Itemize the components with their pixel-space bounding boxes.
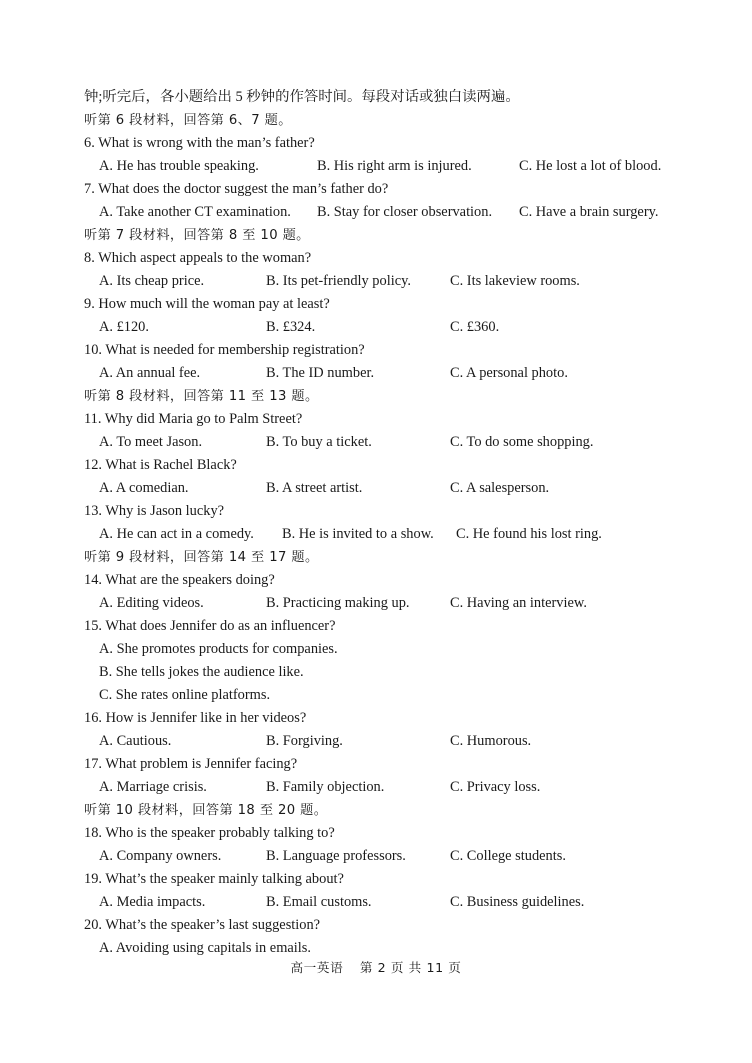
answer-option: B. To buy a ticket.: [266, 434, 372, 450]
question-stem: 15. What does Jennifer do as an influencer?: [84, 618, 336, 634]
question-stem: 19. What’s the speaker mainly talking about?: [84, 871, 344, 887]
answer-option: B. £324.: [266, 319, 316, 335]
question-stem: 12. What is Rachel Black?: [84, 457, 237, 473]
footer-page-number: 第 2 页 共 11 页: [359, 960, 462, 975]
answer-option: A. Company owners.: [99, 848, 222, 864]
section-heading: 听第 9 段材料，回答第 14 至 17 题。: [84, 550, 319, 565]
answer-option: C. £360.: [450, 319, 500, 335]
instruction-line: 钟;听完后，各小题给出 5 秒钟的作答时间。每段对话或独白读两遍。: [84, 89, 520, 105]
answer-options-row: [84, 431, 684, 454]
question-stem: 6. What is wrong with the man’s father?: [84, 135, 315, 151]
answer-option: C. Privacy loss.: [450, 779, 541, 795]
answer-option: B. His right arm is injured.: [317, 158, 472, 174]
answer-option: C. Humorous.: [450, 733, 532, 749]
answer-option: B. Language professors.: [266, 848, 406, 864]
question-stem: 7. What does the doctor suggest the man’s father do?: [84, 181, 389, 197]
section-heading-6: 听第 6 段材料，回答第 6、7 题。: [84, 113, 292, 128]
answer-options-row: [84, 201, 684, 224]
answer-option: A. An annual fee.: [99, 365, 201, 381]
answer-option: A. Media impacts.: [99, 894, 206, 910]
answer-option: C. Business guidelines.: [450, 894, 585, 910]
section-heading: 听第 8 段材料，回答第 11 至 13 题。: [84, 389, 319, 404]
answer-option: C. A personal photo.: [450, 365, 568, 381]
question-stem: 11. Why did Maria go to Palm Street?: [84, 411, 303, 427]
answer-option: B. Stay for closer observation.: [317, 204, 493, 220]
answer-option: C. Its lakeview rooms.: [450, 273, 580, 289]
answer-option: A. Take another CT examination.: [99, 204, 291, 220]
section-heading: 听第 10 段材料，回答第 18 至 20 题。: [84, 803, 328, 818]
answer-options-row: [84, 523, 684, 546]
question-stem: 13. Why is Jason lucky?: [84, 503, 225, 519]
question-stem: 16. How is Jennifer like in her videos?: [84, 710, 307, 726]
answer-option: A. She promotes products for companies.: [99, 641, 338, 657]
answer-options-row: [84, 477, 684, 500]
answer-option: A. Avoiding using capitals in emails.: [99, 940, 311, 956]
answer-option: B. The ID number.: [266, 365, 375, 381]
answer-options-row: [84, 845, 684, 868]
question-stem: 14. What are the speakers doing?: [84, 572, 275, 588]
answer-options-row: [84, 155, 684, 178]
question-stem: 17. What problem is Jennifer facing?: [84, 756, 298, 772]
answer-option: B. Email customs.: [266, 894, 372, 910]
exam-page-body: [84, 86, 684, 960]
question-stem: 10. What is needed for membership registration?: [84, 342, 365, 358]
answer-option: C. Having an interview.: [450, 595, 587, 611]
question-stem: 8. Which aspect appeals to the woman?: [84, 250, 312, 266]
question-stem: 18. Who is the speaker probably talking to?: [84, 825, 335, 841]
page-footer: [0, 957, 752, 976]
answer-option: C. To do some shopping.: [450, 434, 594, 450]
answer-option: A. A comedian.: [99, 480, 189, 496]
question-stem: 9. How much will the woman pay at least?: [84, 296, 330, 312]
answer-option: A. He can act in a comedy.: [99, 526, 254, 542]
answer-option: C. He lost a lot of blood.: [519, 158, 662, 174]
answer-option: B. She tells jokes the audience like.: [99, 664, 304, 680]
answer-option: A. Cautious.: [99, 733, 172, 749]
answer-options-row: [84, 592, 684, 615]
answer-option: A. Editing videos.: [99, 595, 204, 611]
answer-option: C. College students.: [450, 848, 566, 864]
answer-option: A. Marriage crisis.: [99, 779, 207, 795]
answer-option: A. To meet Jason.: [99, 434, 203, 450]
answer-options-row: [84, 891, 684, 914]
answer-option: C. Have a brain surgery.: [519, 204, 659, 220]
answer-option: A. He has trouble speaking.: [99, 158, 259, 174]
answer-option: C. She rates online platforms.: [99, 687, 271, 703]
footer-subject: 高一英语: [290, 960, 344, 975]
section-heading: 听第 7 段材料，回答第 8 至 10 题。: [84, 228, 310, 243]
answer-option: A. Its cheap price.: [99, 273, 205, 289]
answer-option: B. He is invited to a show.: [282, 526, 434, 542]
answer-option: B. Family objection.: [266, 779, 385, 795]
answer-options-row: [84, 362, 684, 385]
answer-option: C. He found his lost ring.: [456, 526, 602, 542]
answer-options-row: [84, 730, 684, 753]
answer-option: B. Forgiving.: [266, 733, 343, 749]
question-stem: 20. What’s the speaker’s last suggestion?: [84, 917, 321, 933]
answer-options-row: [84, 776, 684, 799]
answer-options-row: [84, 316, 684, 339]
answer-option: C. A salesperson.: [450, 480, 550, 496]
answer-option: B. Practicing making up.: [266, 595, 410, 611]
question-list: [84, 132, 684, 960]
answer-option: B. A street artist.: [266, 480, 363, 496]
answer-option: B. Its pet-friendly policy.: [266, 273, 411, 289]
answer-option: A. £120.: [99, 319, 149, 335]
answer-options-row: [84, 270, 684, 293]
